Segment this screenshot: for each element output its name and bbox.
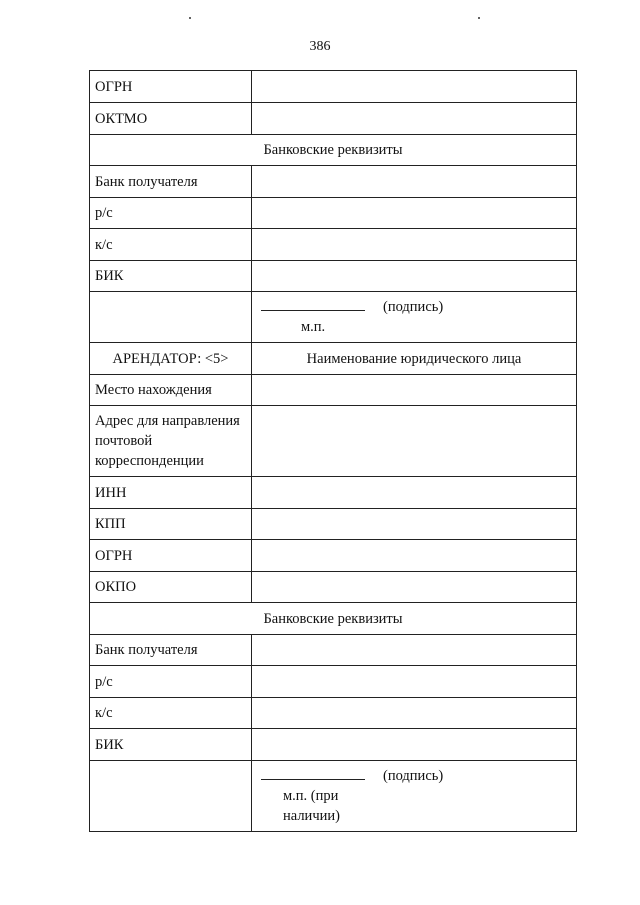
- scan-dot-left: [189, 17, 191, 19]
- table-row: [90, 635, 577, 666]
- signature-line: [261, 298, 365, 311]
- bank2-label: Банк получателя: [90, 635, 252, 666]
- kpp-field: [252, 509, 577, 540]
- table-row: [90, 135, 577, 166]
- postal-address-label: Адрес для направления почтовой корреспонденции: [90, 406, 252, 477]
- location-field: [252, 375, 577, 406]
- bank-field: [252, 166, 577, 198]
- ks-field: [252, 229, 577, 261]
- table-row: [90, 166, 577, 198]
- bank-details-header-2: Банковские реквизиты: [90, 603, 577, 635]
- signature-label: (подпись): [383, 299, 444, 315]
- inn-field: [252, 477, 577, 509]
- stamp-label: м.п.: [301, 319, 326, 335]
- bank-label: Банк получателя: [90, 166, 252, 198]
- table-row: [90, 198, 577, 229]
- bik2-field: [252, 729, 577, 761]
- table-row: [90, 71, 577, 103]
- ogrn2-field: [252, 540, 577, 572]
- table-row: [90, 540, 577, 572]
- signature-left-cell: [90, 292, 252, 343]
- stamp2-label-line1: м.п. (при: [283, 788, 339, 804]
- bank2-field: [252, 635, 577, 666]
- table-row: [90, 229, 577, 261]
- signature2-label: (подпись): [383, 768, 444, 784]
- location-label: Место нахождения: [90, 375, 252, 406]
- tenant-name-label: Наименование юридического лица: [252, 343, 577, 375]
- okpo-field: [252, 572, 577, 603]
- ogrn-field: [252, 71, 577, 103]
- rs-field: [252, 198, 577, 229]
- table-row: [90, 666, 577, 698]
- table-row: [90, 375, 577, 406]
- table-row: [90, 761, 577, 832]
- table-row: [90, 261, 577, 292]
- table-row: [90, 343, 577, 375]
- signature2-line: [261, 767, 365, 780]
- requisites-table: [89, 70, 577, 832]
- rs2-field: [252, 666, 577, 698]
- tenant-label: АРЕНДАТОР: <5>: [90, 343, 252, 375]
- ogrn2-label: ОГРН: [90, 540, 252, 572]
- rs-label: р/с: [90, 198, 252, 229]
- okpo-label: ОКПО: [90, 572, 252, 603]
- table-row: [90, 729, 577, 761]
- signature-cell: [252, 292, 577, 343]
- scan-dot-right: [478, 17, 480, 19]
- ogrn-label: ОГРН: [90, 71, 252, 103]
- table-row: [90, 603, 577, 635]
- postal-address-field: [252, 406, 577, 477]
- ks-label: к/с: [90, 229, 252, 261]
- table-row: [90, 509, 577, 540]
- table-row: [90, 103, 577, 135]
- oktmo-label: ОКТМО: [90, 103, 252, 135]
- bik2-label: БИК: [90, 729, 252, 761]
- bik-label: БИК: [90, 261, 252, 292]
- rs2-label: р/с: [90, 666, 252, 698]
- signature2-cell: [252, 761, 577, 832]
- signature2-left-cell: [90, 761, 252, 832]
- table-row: [90, 572, 577, 603]
- table-row: [90, 477, 577, 509]
- kpp-label: КПП: [90, 509, 252, 540]
- bik-field: [252, 261, 577, 292]
- oktmo-field: [252, 103, 577, 135]
- bank-details-header: Банковские реквизиты: [90, 135, 577, 166]
- inn-label: ИНН: [90, 477, 252, 509]
- table-row: [90, 292, 577, 343]
- stamp2-label-line2: наличии): [283, 808, 340, 824]
- ks2-label: к/с: [90, 698, 252, 729]
- table-row: [90, 698, 577, 729]
- page-number: 386: [309, 39, 331, 54]
- ks2-field: [252, 698, 577, 729]
- table-row: [90, 406, 577, 477]
